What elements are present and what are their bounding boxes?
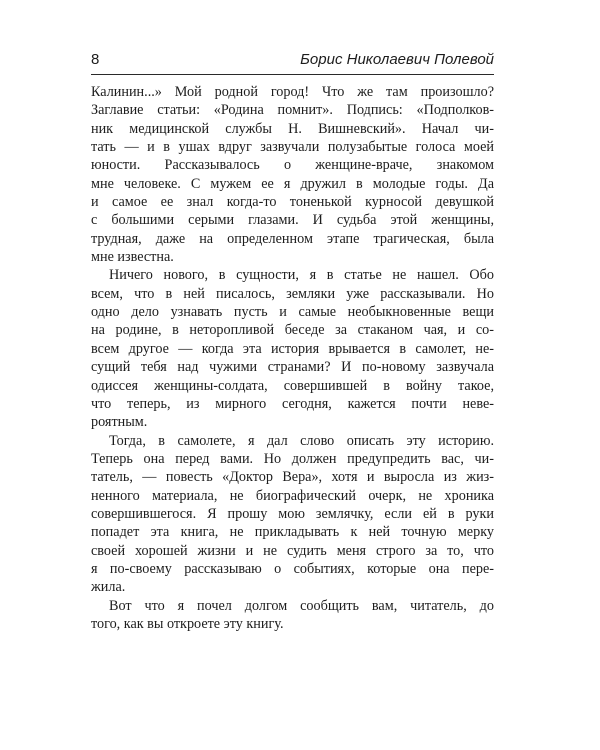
- text-line: Теперь она перед вами. Но должен предупредить вас, чи-: [91, 450, 494, 467]
- text-line: ник медицинской службы Н. Вишневский». Начал чи-: [91, 120, 494, 137]
- text-line: всем, что в ней писалось, земляки уже рассказывали. Но: [91, 285, 494, 302]
- text-line: Заглавие статьи: «Родина помнит». Подпись: «Подполков-: [91, 102, 494, 119]
- text-line: роятным.: [91, 414, 148, 431]
- text-line: что теперь, из мирного сегодня, кажется почти неве-: [91, 395, 494, 412]
- text-line: попадет эта книга, не прикладывать к ней точную мерку: [91, 524, 494, 541]
- running-head: [91, 50, 494, 74]
- text-line: всем другое — когда эта история врывается в самолет, не-: [91, 340, 494, 357]
- text-line: Калинин...» Мой родной город! Что же там произошло?: [91, 84, 494, 100]
- text-line: ненного материала, не биографический очерк, не хроника: [91, 487, 494, 504]
- text-line: с большими серыми глазами. И судьба этой женщины,: [91, 212, 494, 229]
- text-line: и самое ее знал когда-то тоненькой курносой девушкой: [91, 194, 494, 211]
- text-line: я по-своему рассказываю о событиях, которые она пере-: [91, 560, 494, 577]
- text-line: Вот что я почел долгом сообщить вам, читатель, до: [109, 597, 494, 614]
- text-line: мне человеке. С мужем ее я дружил в молодые годы. Да: [91, 175, 494, 192]
- text-line: трудная, даже на определенном этапе трагическая, была: [91, 230, 494, 247]
- text-line: мне известна.: [91, 249, 174, 266]
- text-line: Ничего нового, в сущности, я в статье не нашел. Обо: [109, 267, 494, 284]
- text-line: татель, — повесть «Доктор Вера», хотя и выросла из жиз-: [91, 469, 494, 486]
- text-line: совершившегося. Я прошу мою землячку, если ей в руки: [91, 505, 494, 522]
- header-rule: [91, 74, 494, 75]
- text-line: тать — и в ушах вдруг зазвучали полузабытые голоса моей: [91, 139, 494, 156]
- text-line: одиссея женщины-солдата, совершившей в войну такое,: [91, 377, 494, 394]
- text-line: сущий тебя над чужими странами? И по-новому зазвучала: [91, 359, 494, 376]
- text-line: жила.: [91, 579, 126, 596]
- text-line: юности. Рассказывалось о женщине-враче, знакомом: [91, 157, 494, 174]
- running-title: Борис Николаевич Полевой: [300, 51, 494, 68]
- page-number: 8: [91, 51, 100, 68]
- text-line: на родине, в неторопливой беседе за стаканом чая, и со-: [91, 322, 494, 339]
- text-line: Тогда, в самолете, я дал слово описать эту историю.: [109, 432, 494, 449]
- text-line: того, как вы откроете эту книгу.: [91, 615, 284, 632]
- text-line: одно дело узнавать пусть и самые необыкновенные вещи: [91, 304, 494, 321]
- text-line: своей хорошей жизни и не судить меня строго за то, что: [91, 542, 494, 559]
- body-text: [91, 83, 494, 633]
